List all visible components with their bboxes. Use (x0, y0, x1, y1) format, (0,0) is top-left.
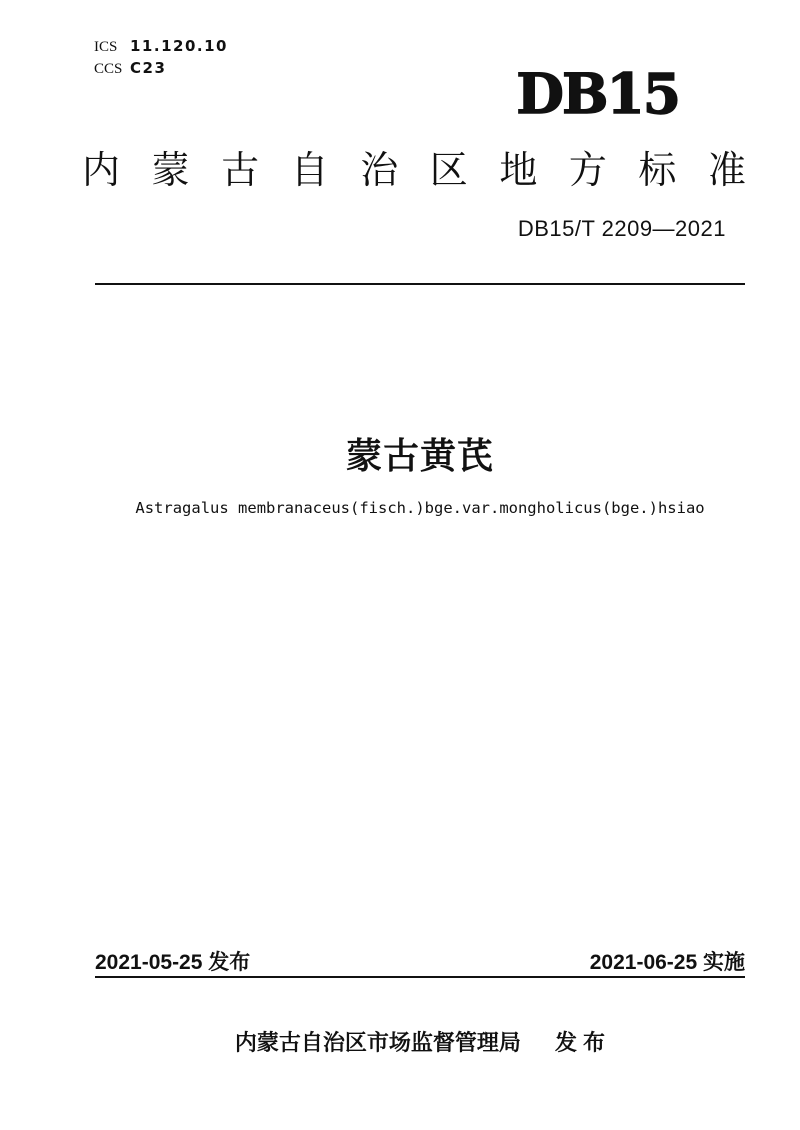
ccs-value: C23 (130, 59, 167, 77)
ics-label: ICS (94, 39, 118, 55)
ics-value: 11.120.10 (130, 37, 228, 55)
publisher-action: 发 布 (554, 1030, 606, 1055)
ccs-line (94, 58, 228, 80)
ics-line (94, 36, 228, 58)
publisher-line (95, 1026, 745, 1057)
doc-number: DB15/T 2209—2021 (517, 216, 726, 241)
publisher-org: 内蒙古自治区市场监督管理局 (234, 1030, 521, 1055)
db15-logo: DB15 (516, 61, 679, 126)
dates-row (95, 946, 745, 976)
latin-name: Astragalus membranaceus(fisch.)bge.var.mongholicus(bge.)hsiao (135, 499, 705, 517)
issue-date: 2021-05-25 发布 (95, 951, 251, 974)
implement-date: 2021-06-25 实施 (589, 951, 745, 974)
top-rule (95, 283, 745, 285)
bottom-rule (95, 976, 745, 978)
ics-block (94, 36, 228, 80)
standard-type-heading: 内蒙古自治区地方标准 (82, 150, 746, 192)
ccs-label: CCS (94, 61, 123, 77)
document-title: 蒙古黄芪 (345, 435, 494, 476)
